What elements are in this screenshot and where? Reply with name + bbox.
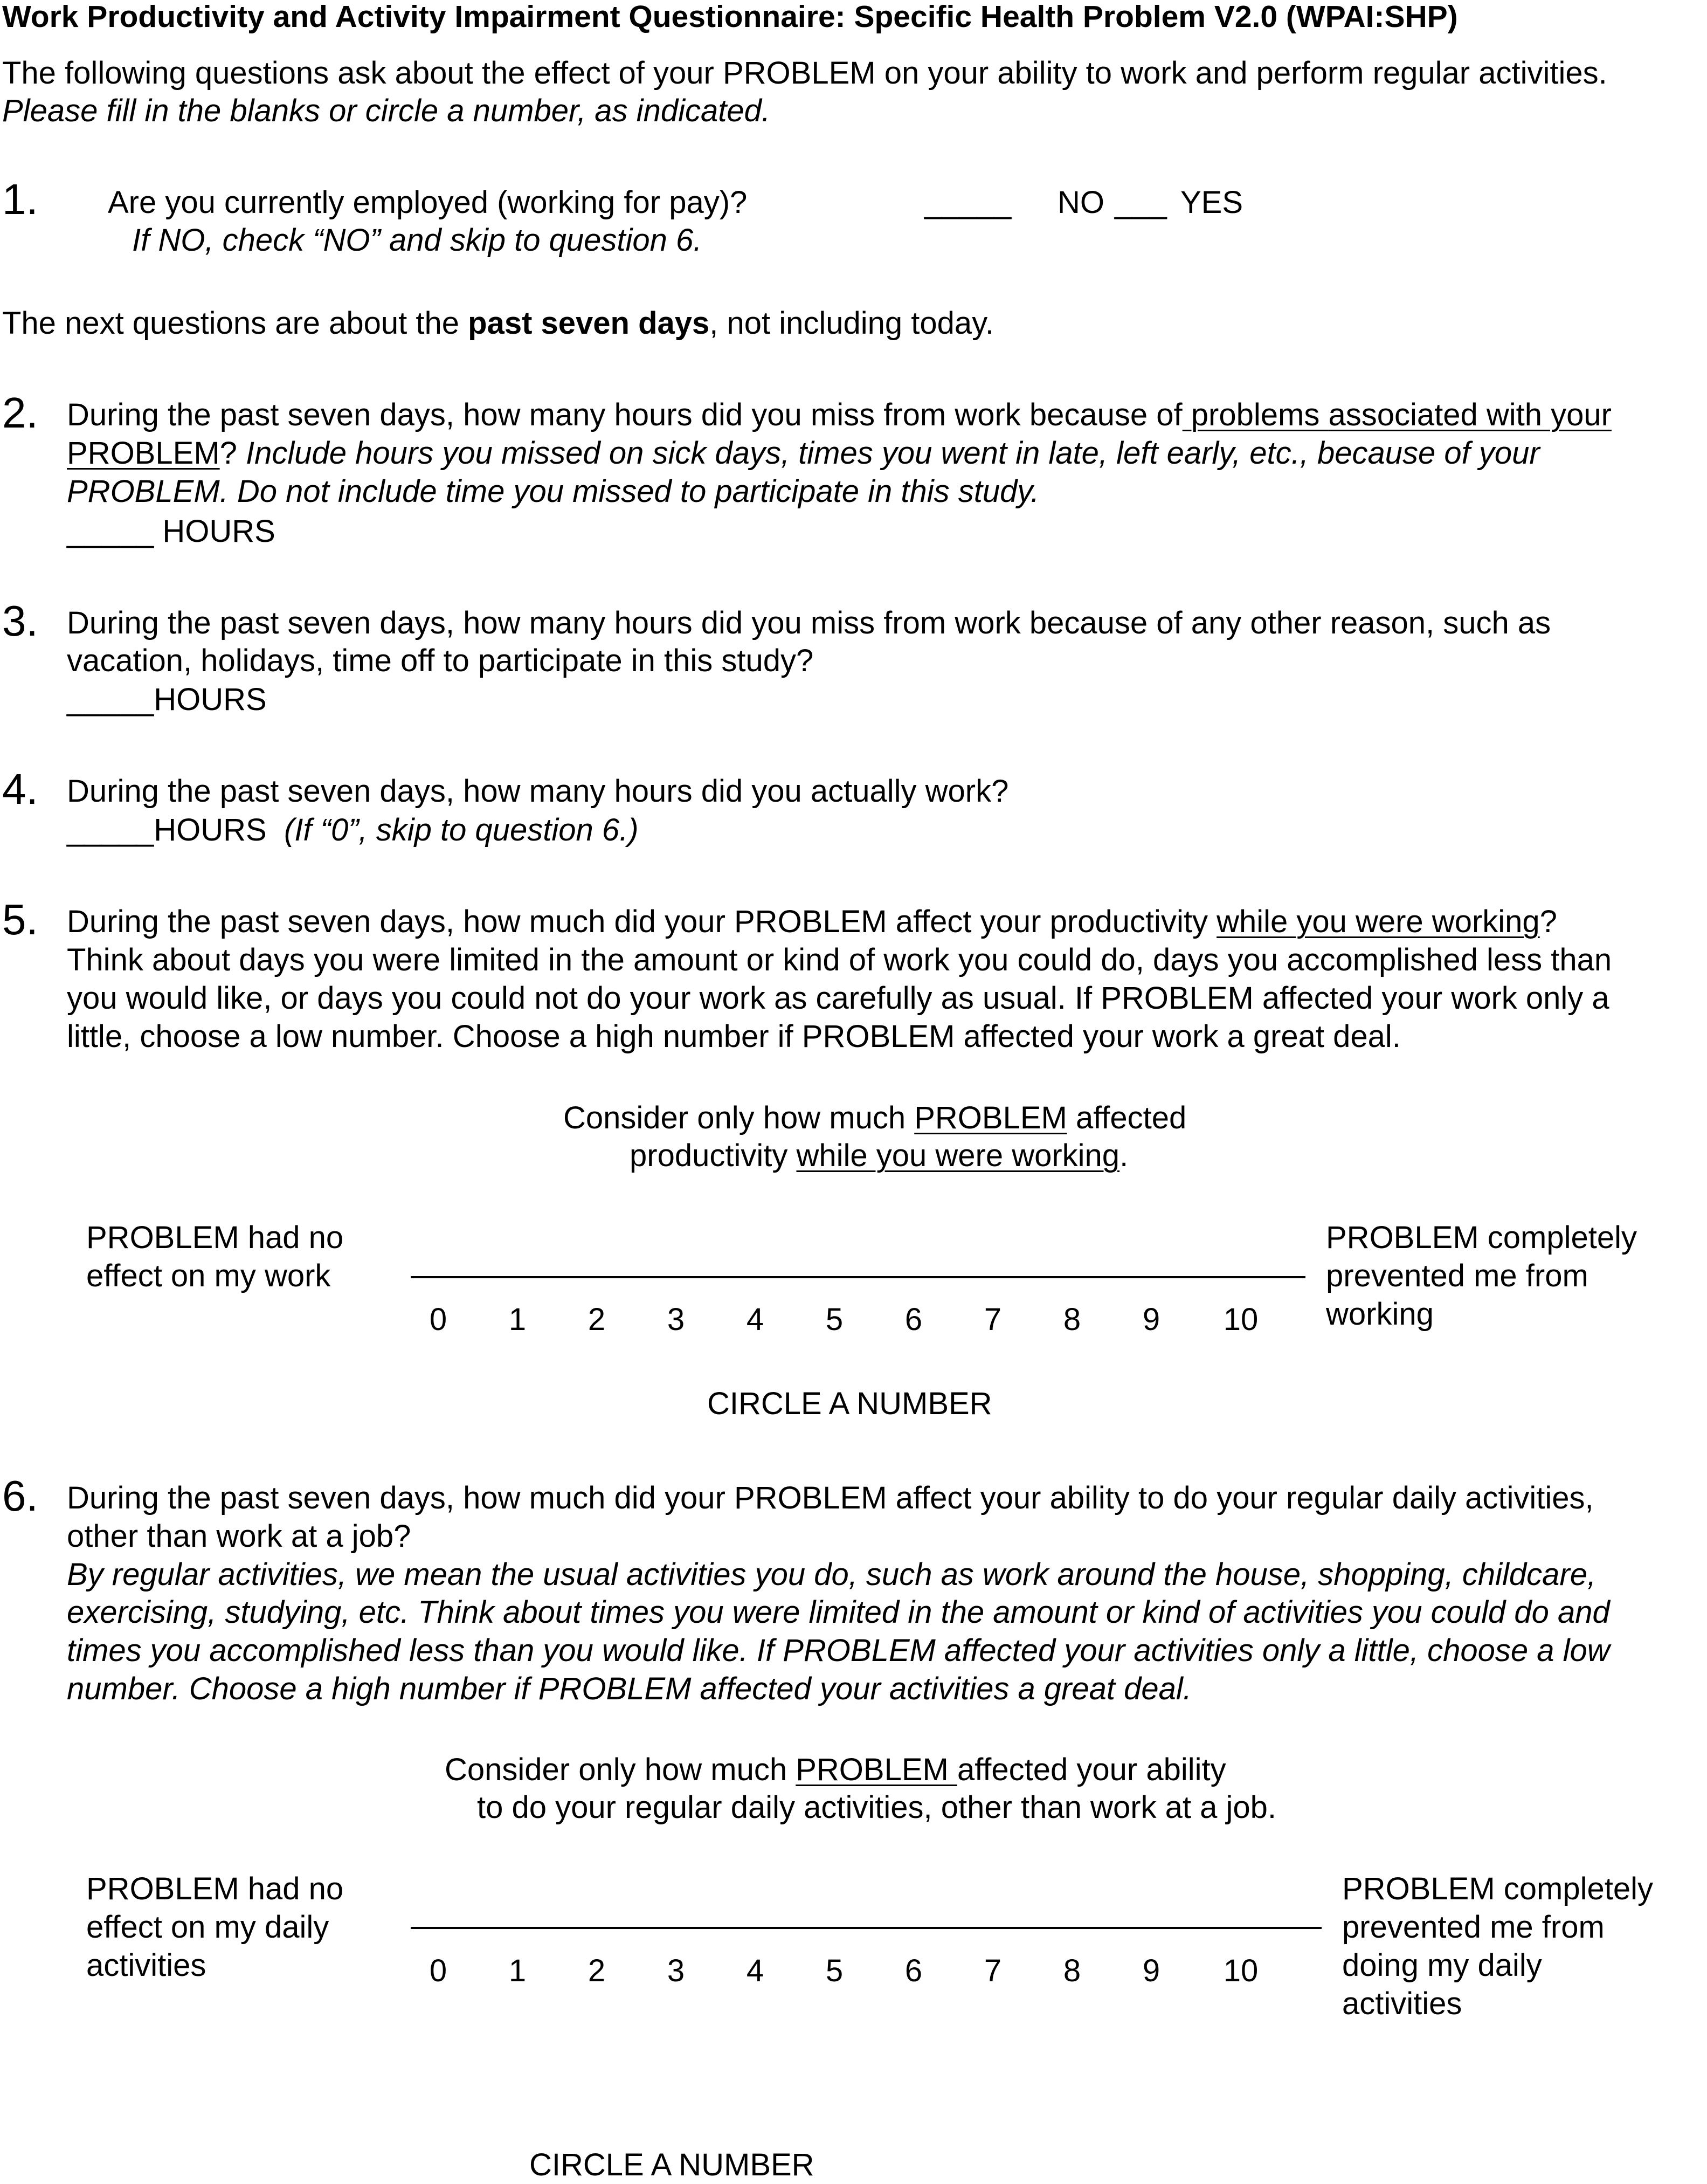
q5-circle-instruction: CIRCLE A NUMBER [707,1386,992,1421]
q5-consider-b: PROBLEM [914,1100,1067,1135]
q3-number: 3. [2,597,38,645]
q1-text: Are you currently employed (working for pay)? [108,185,748,220]
q6-circle-instruction: CIRCLE A NUMBER [529,2147,814,2182]
q1-yes-label: YES [1180,185,1243,220]
q6-consider-line-1 [445,1751,1226,1789]
q6-line-4: exercising, studying, etc. Think about times you were limited in the amount or kind of activities you could do and [67,1595,1610,1630]
q5-consider-line-1 [563,1099,1186,1137]
q5-consider-d: productivity [630,1138,797,1173]
q2-text-2: problems [1182,397,1329,432]
q6-consider-b: PROBLEM [796,1752,957,1787]
q5-number: 5. [2,895,38,943]
q2-number: 2. [2,389,38,437]
q5-scale-line [411,1276,1305,1278]
q6-line-2: other than work at a job? [67,1519,411,1554]
q1-number: 1. [2,175,38,223]
q5-left-label-1: PROBLEM had no [86,1220,344,1255]
q6-right-label-1: PROBLEM completely [1342,1871,1653,1906]
q6-number: 6. [2,1472,38,1520]
q5-right-label-2: prevented me from [1326,1258,1588,1293]
q5-text-1c: ? [1539,904,1557,939]
q2-line-2 [67,434,1540,472]
q6-scale-10[interactable]: 10 [1223,1953,1259,1988]
q6-scale-2[interactable]: 2 [588,1953,606,1988]
q2-text-5: ? [219,436,246,471]
q6-scale-6[interactable]: 6 [904,1953,923,1988]
page-title: Work Productivity and Activity Impairment Questionnaire: Specific Health Problem V2.0 (WPAI:SHP) [2,0,1458,34]
q1-note: If NO, check “NO” and skip to question 6. [132,223,702,258]
q5-line-4: little, choose a low number. Choose a high number if PROBLEM affected your work a great deal. [67,1019,1401,1054]
q6-left-label-3: activities [86,1948,206,1983]
q6-consider-line-2: to do your regular daily activities, other than work at a job. [477,1790,1276,1825]
q6-line-3: By regular activities, we mean the usual activities you do, such as work around the house, shopping, childcare, [67,1557,1597,1592]
q2-text-3: associated with your [1328,397,1612,432]
q3-line-2: vacation, holidays, time off to participate in this study? [67,643,814,678]
q6-right-label-4: activities [1342,1986,1462,2021]
q6-scale-4[interactable]: 4 [746,1953,764,1988]
q5-consider-e: while you were working [796,1138,1120,1173]
past-week-after: , not including today. [709,306,994,341]
q5-consider-line-2 [630,1136,1128,1175]
q5-text-1a: During the past seven days, how much did your PROBLEM affect your productivity [67,904,1217,939]
q6-left-label-2: effect on my daily [86,1910,329,1945]
q2-text-6: Include hours you missed on sick days, times you went in late, left early, etc., because of your [246,436,1540,471]
q2-line-3: PROBLEM. Do not include time you missed to participate in this study. [67,474,1040,509]
q6-line-6: number. Choose a high number if PROBLEM affected your activities a great deal. [67,1671,1192,1706]
q5-line-1 [67,902,1557,941]
q5-left-label-2: effect on my work [86,1258,331,1293]
q3-line-1: During the past seven days, how many hours did you miss from work because of any other reason, such as [67,605,1551,640]
q5-scale-numbers [0,1300,1707,1344]
q6-consider-c: affected your ability [957,1752,1226,1787]
q5-line-3: you would like, or days you could not do your work as carefully as usual. If PROBLEM affected your work only a [67,981,1609,1016]
q5-consider-f: . [1119,1138,1129,1173]
q6-right-label-3: doing my daily [1342,1948,1542,1983]
q5-line-2: Think about days you were limited in the amount or kind of work you could do, days you accomplished less than [67,942,1612,977]
q5-scale-3[interactable]: 3 [667,1302,685,1337]
q6-left-label-1: PROBLEM had no [86,1871,344,1906]
q5-scale-10[interactable]: 10 [1223,1302,1259,1337]
q2-line-1 [67,396,1612,434]
past-week-note [2,304,994,342]
q5-scale-5[interactable]: 5 [825,1302,844,1337]
q4-text: During the past seven days, how many hours did you actually work? [67,774,1009,809]
q2-hours-field[interactable]: _____ HOURS [67,514,275,549]
q1-no-blank[interactable]: _____ [924,185,1012,220]
q5-scale-8[interactable]: 8 [1063,1302,1081,1337]
past-week-bold: past seven days [468,306,710,341]
q1-no-label: NO [1058,185,1104,220]
q5-scale-4[interactable]: 4 [746,1302,764,1337]
q4-number: 4. [2,765,38,813]
q6-scale-8[interactable]: 8 [1063,1953,1081,1988]
q6-scale-0[interactable]: 0 [429,1953,447,1988]
q5-scale-6[interactable]: 6 [904,1302,923,1337]
q5-consider-a: Consider only how much [563,1100,915,1135]
q2-text-4: PROBLEM [67,436,220,471]
q6-scale-5[interactable]: 5 [825,1953,844,1988]
q4-hours-field[interactable]: _____HOURS [67,812,267,848]
q5-scale-2[interactable]: 2 [588,1302,606,1337]
q5-consider-c: affected [1067,1100,1187,1135]
q6-consider-a: Consider only how much [445,1752,796,1787]
q5-scale-0[interactable]: 0 [429,1302,447,1337]
q6-scale-numbers [0,1952,1707,1995]
q4-hours-line [67,811,639,849]
q5-scale-1[interactable]: 1 [508,1302,527,1337]
past-week-before: The next questions are about the [2,306,468,341]
q6-scale-7[interactable]: 7 [984,1953,1002,1988]
q4-note: (If “0”, skip to question 6.) [284,812,639,848]
q6-scale-line [411,1927,1322,1929]
intro-line-1: The following questions ask about the effect of your PROBLEM on your ability to work and perform regular activities. [2,56,1607,91]
q5-scale-7[interactable]: 7 [984,1302,1002,1337]
q5-right-label-3: working [1326,1297,1434,1332]
q6-scale-1[interactable]: 1 [508,1953,527,1988]
q6-scale-3[interactable]: 3 [667,1953,685,1988]
q3-hours-field[interactable]: _____HOURS [67,682,267,717]
q6-line-5: times you accomplished less than you would like. If PROBLEM affected your activities only a little, choose a low [67,1633,1610,1668]
q5-text-1b: while you were working [1217,904,1540,939]
q1-yes-blank[interactable]: ___ [1115,185,1167,220]
q2-text-1: During the past seven days, how many hours did you miss from work because of [67,397,1183,432]
q5-right-label-1: PROBLEM completely [1326,1220,1637,1255]
q5-scale-9[interactable]: 9 [1142,1302,1160,1337]
q6-scale-9[interactable]: 9 [1142,1953,1160,1988]
q6-right-label-2: prevented me from [1342,1910,1605,1945]
q6-line-1: During the past seven days, how much did your PROBLEM affect your ability to do your regular daily activities, [67,1480,1594,1515]
intro-line-2: Please fill in the blanks or circle a number, as indicated. [2,93,770,128]
